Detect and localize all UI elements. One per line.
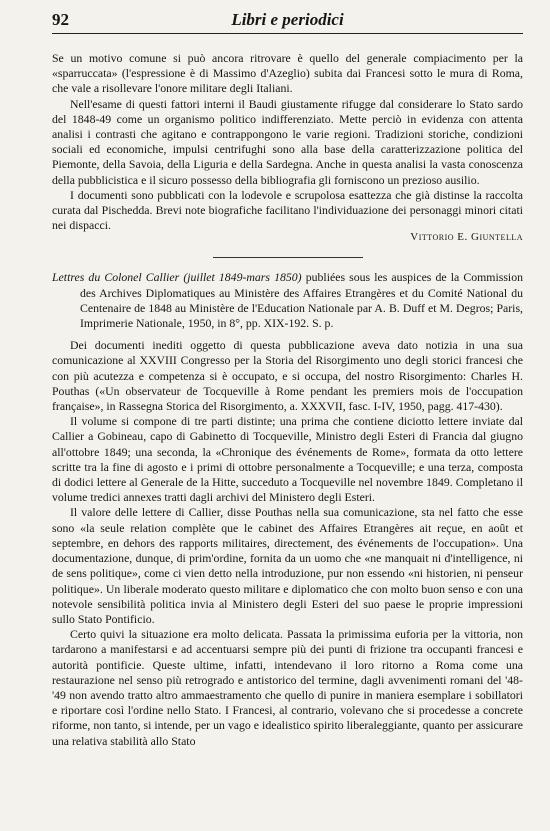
- paragraph: Dei documenti inediti oggetto di questa pubblicazione aveva dato notizia in una sua comunicazione al XXVIII Congresso per la Storia del Risorgimento uno degli storici francesi che con più acutezza e competenza si è occupato, e si occupa, del nostro Risorgimento: Charles H. Pouthas («Un observateur de Tocqueville à Rome pendant les premiers mois de l'occupation française», in Rassegna Storica del Risorgimento, a. XXXVII, fasc. I-IV, 1950, pagg. 417-430).: [52, 338, 523, 414]
- paragraph: Nell'esame di questi fattori interni il Baudi giustamente rifugge dal considerare lo Stato sardo del 1848-49 come un organismo politico indifferenziato. Mette perciò in evidenza con attenta analisi i contrasti che agitano e contrappongono le varie regioni. Tradizioni storiche, condizioni sociali ed economiche, impulsi centrifughi sono alla base della caratterizzazione politica del Piemonte, della Savoia, della Liguria e della Sardegna. Anche in questa analisi la vasta conoscenza della pubblicistica e il sicuro possesso della bibliografia gli forniscono un prezioso ausilio.: [52, 96, 523, 187]
- section-divider: [213, 257, 363, 258]
- book-citation: [52, 270, 523, 331]
- page-number: 92: [52, 10, 69, 29]
- book-title: Lettres du Colonel Callier (juillet 1849-mars 1850): [52, 270, 302, 285]
- running-title: Libri e periodici: [231, 10, 344, 29]
- paragraph: I documenti sono pubblicati con la lodevole e scrupolosa esattezza che già distinse la raccolta curata dal Pischedda. Brevi note biografiche facilitano l'individuazione dei personaggi minori citati nei dispacci.: [52, 187, 523, 233]
- running-header: [52, 10, 523, 34]
- paragraph: Se un motivo comune si può ancora ritrovare è quello del generale compiacimento per la «sparruccata» (l'espressione è di Massimo d'Azeglio) subita dai Francesi sotto le mura di Roma, che vale a risollevare l'onore militare degli Italiani.: [52, 51, 523, 96]
- review-baudi: [52, 51, 523, 243]
- signature-text: Vittorio E. Giuntella: [410, 231, 523, 244]
- paragraph: Il valore delle lettere di Callier, disse Pouthas nella sua comunicazione, sta nel fatto che esse sono «la seule relation complète que le cabinet des Affaires Etrangères ait reçue, en août et septembre, en dehors des rapports militaires, directement, des événements de l'occupation». Una documentazione, dunque, di prim'ordine, fornita da un uomo che «ne manquait ni d'intelligence, ni de sens politique», come ci vien detto nella introduzione, pur non essendo «ni historien, ni penseur politique». Un liberale moderato questo militare e diplomatico che con molto buon senso e con una notevole sensibilità politica invia al Ministero degli Esteri del suo paese le proprie impressioni sullo Stato Pontificio.: [52, 505, 523, 626]
- paragraph: Il volume si compone di tre parti distinte; una prima che contiene diciotto lettere inviate dal Callier a Gobineau, capo di Gabinetto di Tocqueville, Ministro degli Esteri di Francia dal giugno all'ottobre 1849; una seconda, la «Chronique des événements de Rome», formata da otto lettere scritte tra la fine di agosto e i primi di ottobre personalmente a Tocqueville; e una terza, composta di dodici lettere al Generale de la Hitte, succeduto a Tocqueville nel novembre 1849. Completano il volume tredici annexes tratti dagli archivi del Ministero degli Esteri.: [52, 414, 523, 505]
- reviewer-signature: [52, 231, 523, 243]
- book-details: publiées sous les auspices de la Commission des Archives Diplomatiques au Ministère des Affaires Etrangères et du Comité National du Centenaire de 1848 au Ministère de l'Education Nationale par A. B. Duff et M. Degros; Paris, Imprimerie Nationale, 1950, in 8°, pp. XIX-192. S. p.: [80, 270, 523, 331]
- review-callier: [52, 338, 523, 748]
- paragraph: Certo quivi la situazione era molto delicata. Passata la primissima euforia per la vittoria, non tardarono a manifestarsi e ad accentuarsi sempre più dei punti di frizione tra occupanti francesi e autorità pontificie. Queste ultime, infatti, intendevano il loro ritorno a Roma come una restaurazione nel senso più retrogrado e antistorico del termine, dagli avvenimenti romani del '48-'49 non avendo tratto altro ammaestramento che quello di punire in maniera esemplare i sobillatori e riportare così l'ordine nello Stato. I Francesi, al contrario, volevano che si procedesse a concrete riforme, non tanto, si intende, per un vago e idealistico spirito liberaleggiante, quanto per assicurare una relativa stabilità allo Stato: [52, 627, 523, 748]
